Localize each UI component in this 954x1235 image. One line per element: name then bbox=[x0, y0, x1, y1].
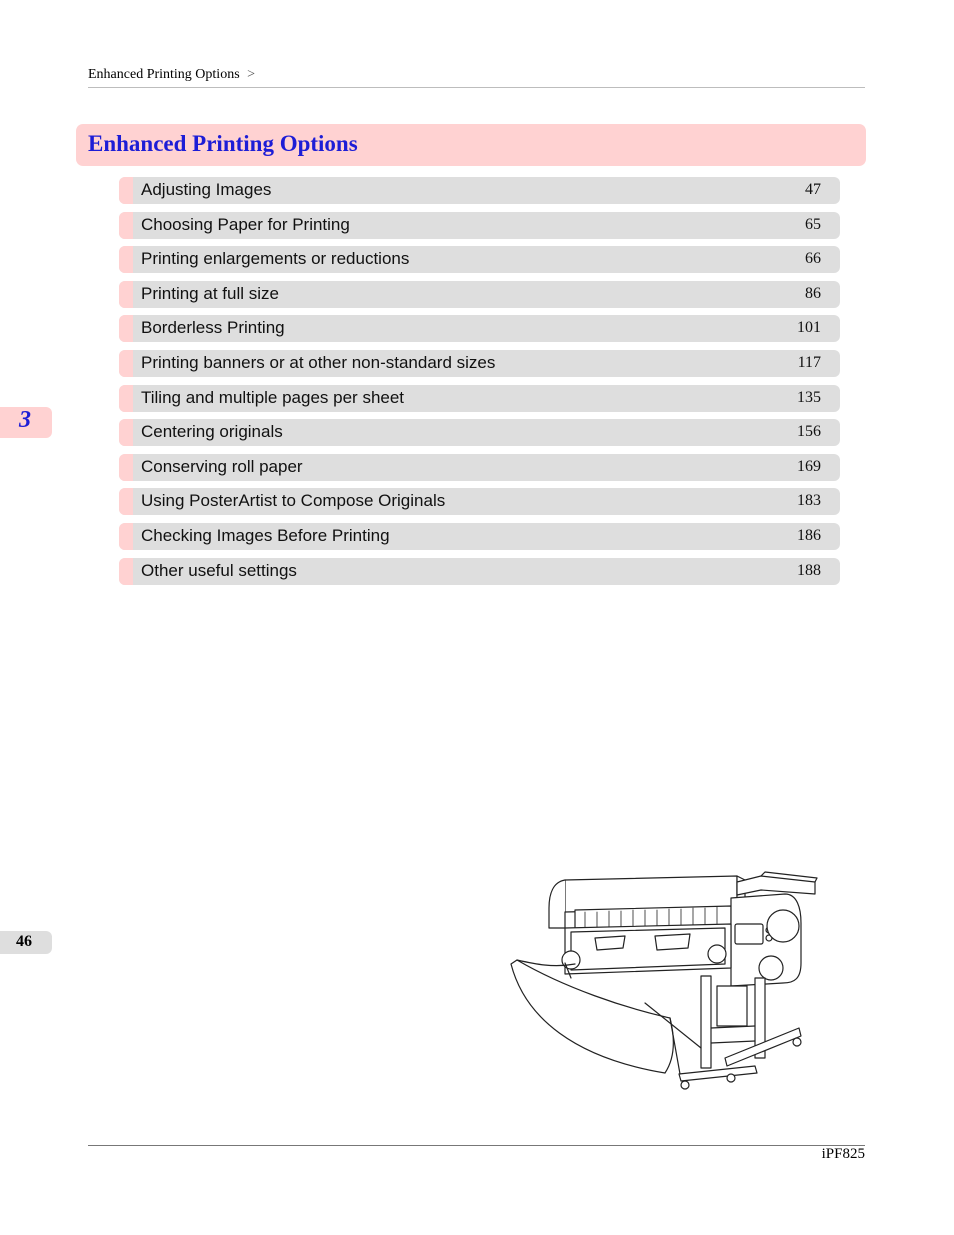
toc-item[interactable] bbox=[119, 281, 840, 308]
page-number: 46 bbox=[16, 933, 32, 950]
breadcrumb bbox=[88, 67, 865, 88]
toc-item[interactable] bbox=[119, 177, 840, 204]
toc-item-label: Choosing Paper for Printing bbox=[141, 214, 350, 234]
toc-item-page: 101 bbox=[797, 319, 821, 337]
toc-item-label: Other useful settings bbox=[141, 560, 297, 580]
toc-item-tab bbox=[119, 488, 133, 515]
toc-item-label: Using PosterArtist to Compose Originals bbox=[141, 491, 446, 511]
toc-item-label: Printing at full size bbox=[141, 283, 279, 303]
toc-item-tab bbox=[119, 212, 133, 239]
toc-item-page: 169 bbox=[797, 457, 821, 475]
section-header bbox=[76, 124, 866, 166]
toc-item-page: 186 bbox=[797, 527, 821, 544]
breadcrumb-text[interactable]: Enhanced Printing Options bbox=[88, 67, 240, 82]
toc-item-page: 135 bbox=[797, 388, 821, 406]
toc-item-label: Borderless Printing bbox=[141, 318, 285, 338]
toc-item-page: 117 bbox=[797, 354, 821, 371]
toc-item-label: Tiling and multiple pages per sheet bbox=[141, 387, 405, 407]
toc-item[interactable] bbox=[119, 454, 840, 481]
toc-item-label: Printing enlargements or reductions bbox=[141, 249, 410, 269]
toc-item[interactable] bbox=[119, 385, 840, 412]
toc-item[interactable] bbox=[119, 246, 840, 273]
breadcrumb-separator: > bbox=[247, 67, 256, 82]
toc-item-tab bbox=[119, 385, 133, 412]
toc-item-page: 188 bbox=[797, 561, 821, 579]
toc-item-page: 66 bbox=[805, 250, 821, 268]
toc-item-tab bbox=[119, 419, 133, 446]
toc-item[interactable] bbox=[119, 523, 840, 550]
page-number-tab bbox=[0, 931, 52, 954]
toc-item[interactable] bbox=[119, 419, 840, 446]
toc-item-page: 156 bbox=[797, 423, 821, 441]
toc-item-tab bbox=[119, 177, 133, 204]
toc-item[interactable] bbox=[119, 350, 840, 377]
toc-item-page: 86 bbox=[805, 284, 821, 302]
toc-item[interactable] bbox=[119, 558, 840, 585]
toc-item-page: 47 bbox=[805, 181, 821, 198]
large-format-printer-icon bbox=[505, 868, 820, 1093]
toc-item-page: 183 bbox=[797, 492, 821, 510]
section-title: Enhanced Printing Options bbox=[88, 131, 358, 156]
chapter-tab[interactable] bbox=[0, 407, 52, 438]
chapter-number: 3 bbox=[19, 407, 31, 433]
footer-model: iPF825 bbox=[821, 1146, 865, 1162]
toc-item-tab bbox=[119, 315, 133, 342]
toc-item-tab bbox=[119, 558, 133, 585]
toc-item[interactable] bbox=[119, 488, 840, 515]
toc-item-tab bbox=[119, 454, 133, 481]
toc-item-tab bbox=[119, 281, 133, 308]
toc-item-tab bbox=[119, 523, 133, 550]
toc-item-label: Conserving roll paper bbox=[141, 456, 303, 476]
toc-item[interactable] bbox=[119, 315, 840, 342]
toc-item-tab bbox=[119, 246, 133, 273]
toc-item-label: Centering originals bbox=[141, 422, 283, 442]
toc-item-label: Adjusting Images bbox=[141, 180, 272, 199]
toc-item-page: 65 bbox=[805, 215, 821, 233]
toc-item-label: Printing banners or at other non-standard sizes bbox=[141, 353, 496, 372]
toc-item-tab bbox=[119, 350, 133, 377]
toc-item-label: Checking Images Before Printing bbox=[141, 526, 390, 545]
toc-item[interactable] bbox=[119, 212, 840, 239]
footer-divider bbox=[88, 1145, 865, 1146]
